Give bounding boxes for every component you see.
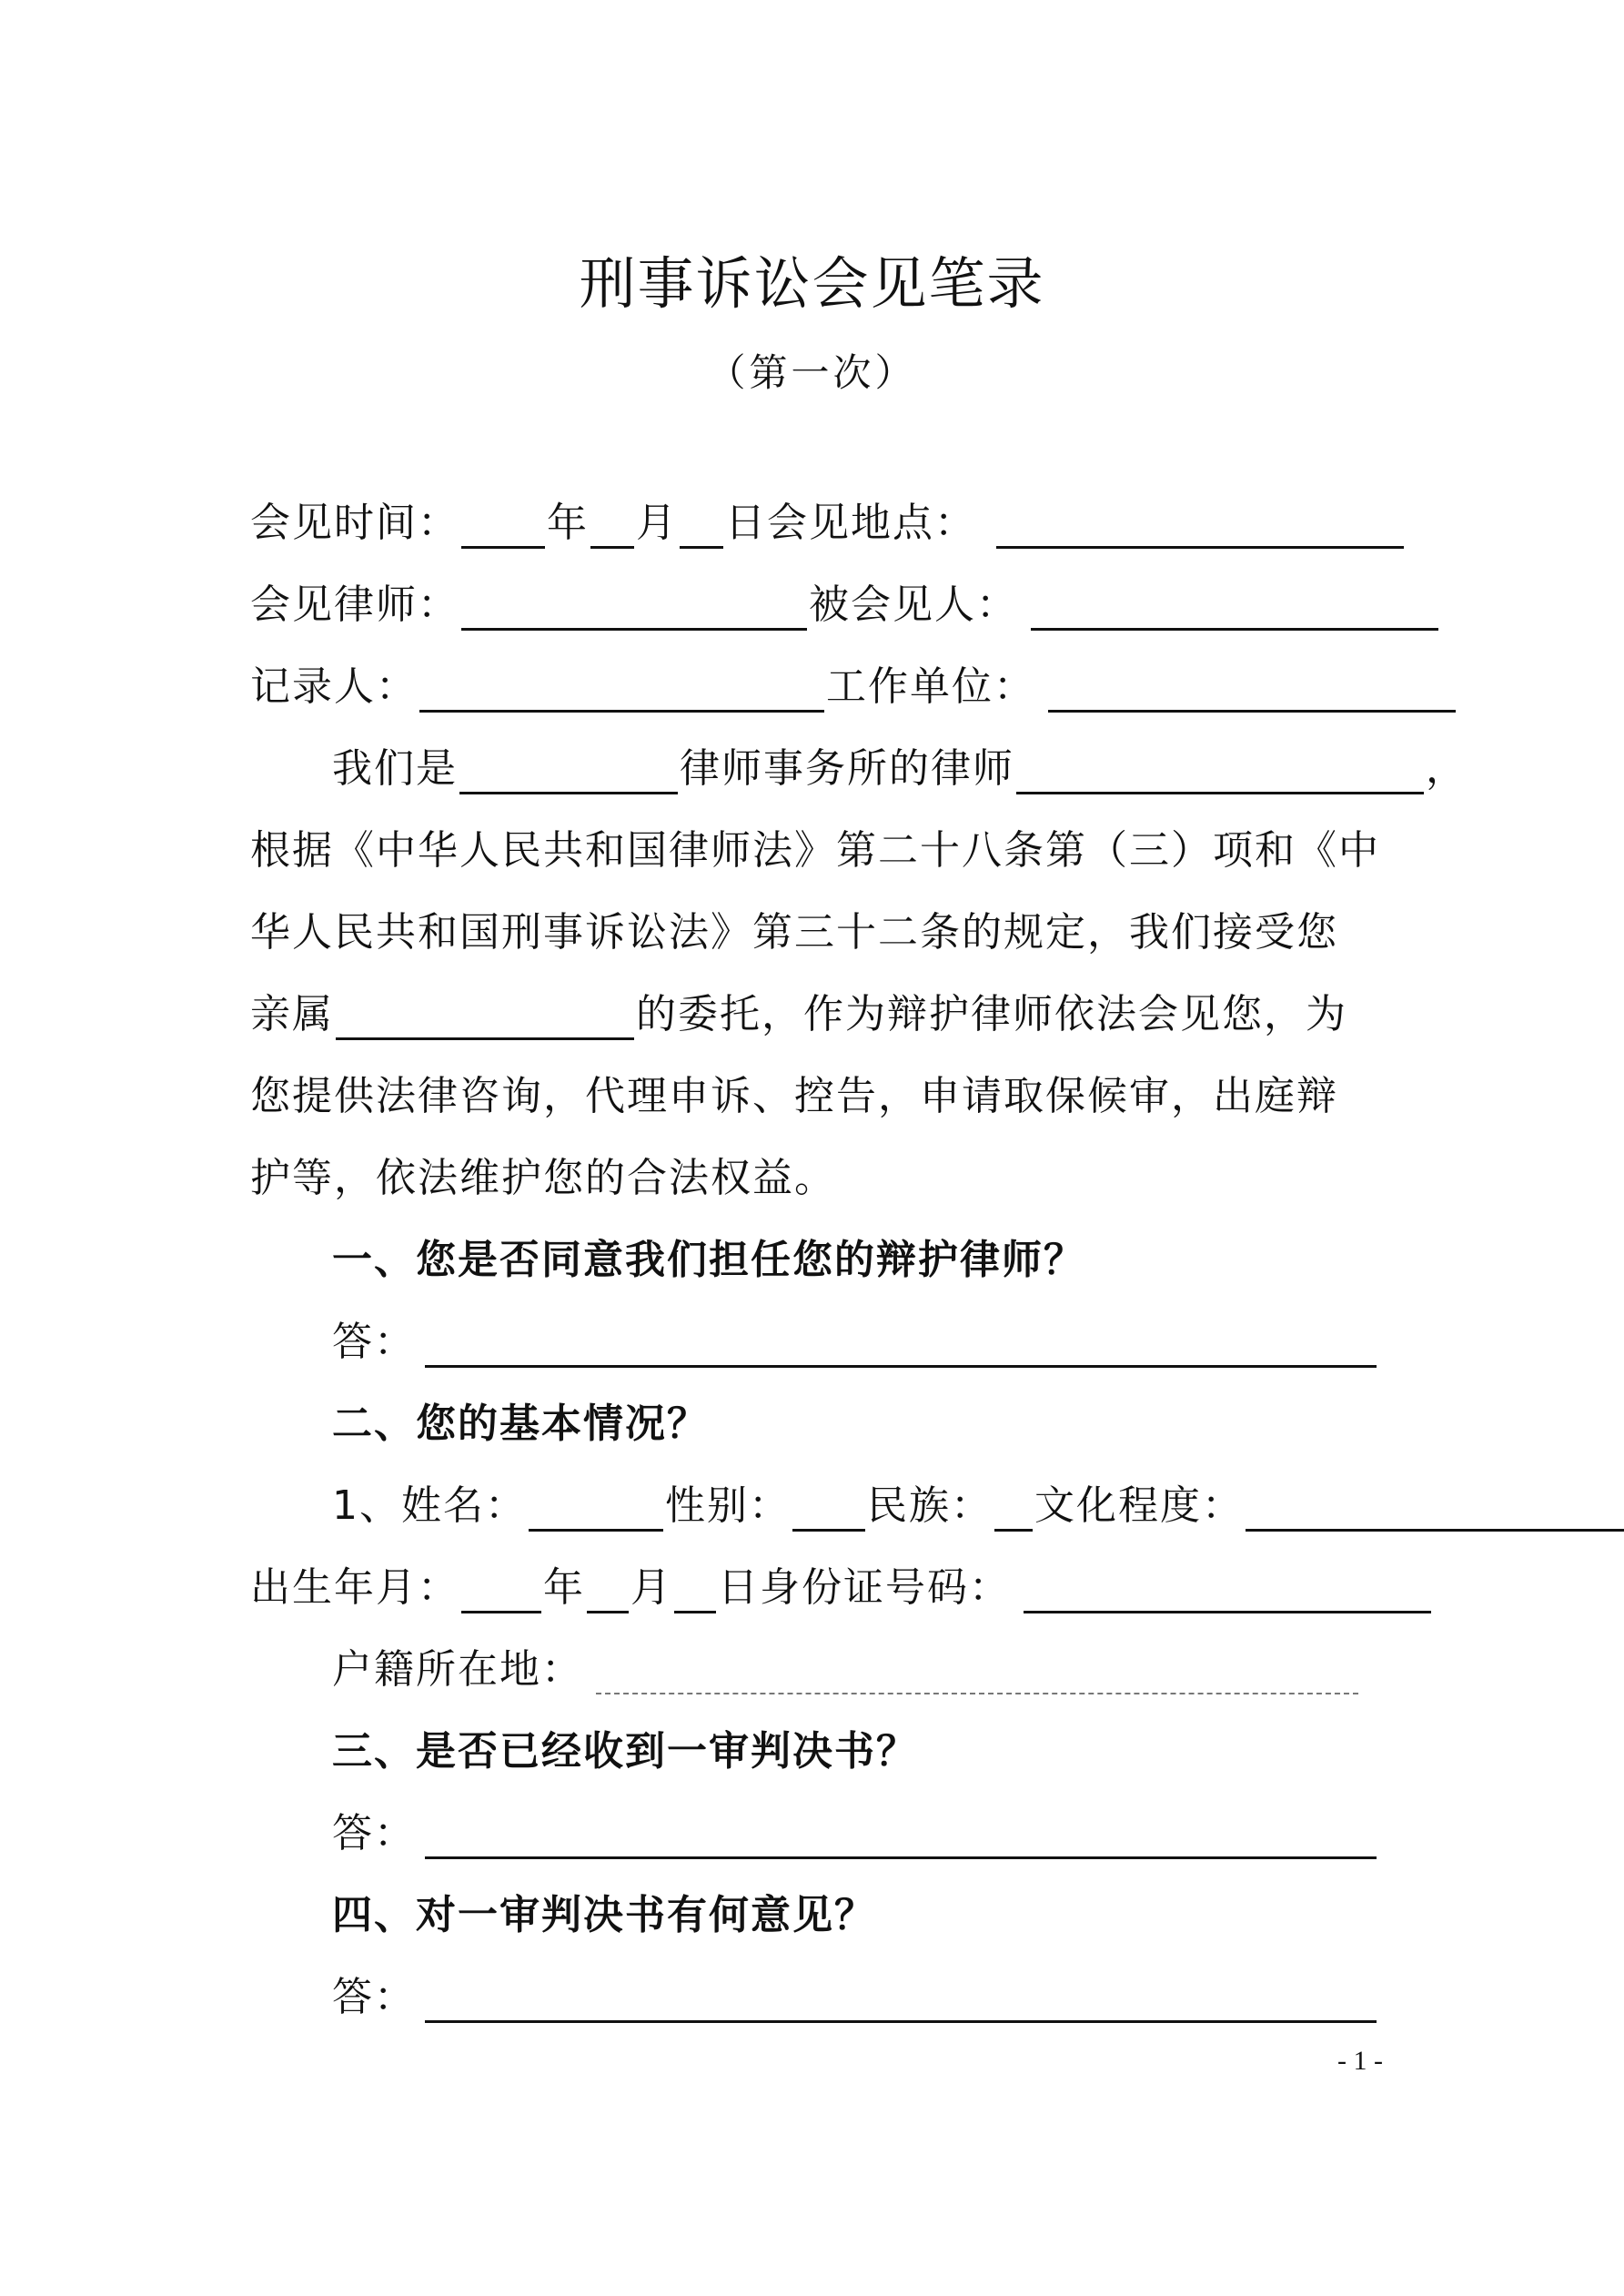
intro-line-1 — [332, 742, 1468, 796]
intro-text: 我们是 — [332, 745, 458, 792]
birth-month-field[interactable] — [587, 1571, 629, 1613]
answer-3-field[interactable] — [425, 1816, 1377, 1859]
work-unit-label: 工作单位： — [826, 663, 1035, 710]
law-firm-field[interactable] — [459, 752, 678, 794]
item-number: 1、 — [332, 1482, 401, 1529]
question-3: 三、是否已经收到一审判决书？ — [332, 1728, 918, 1775]
meeting-year-field[interactable] — [461, 506, 545, 549]
ethnicity-field[interactable] — [994, 1489, 1033, 1532]
answer-4-row — [332, 1970, 1378, 2025]
intro-line-4 — [250, 987, 1378, 1042]
birth-year-field[interactable] — [461, 1571, 541, 1613]
recorder-row — [250, 660, 1378, 714]
answer-3-row — [332, 1806, 1378, 1861]
domicile-label: 户籍所在地： — [332, 1646, 583, 1693]
answer-4-field[interactable] — [425, 1980, 1377, 2023]
document-subtitle: （第一次） — [707, 350, 917, 395]
answer-label: 答： — [332, 1319, 416, 1365]
interviewee-field[interactable] — [1031, 588, 1438, 631]
answer-1-field[interactable] — [425, 1325, 1377, 1368]
day-label: 日 — [718, 1564, 760, 1611]
ethnicity-label: 民族： — [867, 1482, 993, 1529]
meeting-place-field[interactable] — [996, 506, 1404, 549]
id-number-field[interactable] — [1024, 1571, 1431, 1613]
recorder-label: 记录人： — [250, 663, 418, 710]
year-label: 年 — [547, 500, 589, 546]
birth-day-field[interactable] — [674, 1571, 716, 1613]
lawyer-field[interactable] — [461, 588, 807, 631]
meeting-place-label: 会见地点： — [767, 500, 976, 546]
intro-text: ， — [1426, 745, 1468, 792]
year-label: 年 — [543, 1564, 585, 1611]
meeting-time-label: 会见时间： — [250, 500, 459, 546]
intro-text: 律师事务所的律师 — [680, 745, 1014, 792]
name-label: 姓名： — [401, 1482, 527, 1529]
document-title: 刑事诉讼会见笔录 — [579, 250, 1045, 317]
interviewee-label: 被会见人： — [809, 582, 1018, 628]
month-label: 月 — [630, 1564, 672, 1611]
id-number-label: 身份证号码： — [760, 1564, 1011, 1611]
domicile-field[interactable] — [596, 1653, 1358, 1694]
lawyer-label: 会见律师： — [250, 582, 459, 628]
intro-text: 亲属 — [250, 991, 334, 1037]
lawyer-row — [250, 578, 1378, 632]
relative-field[interactable] — [336, 997, 634, 1040]
education-field[interactable] — [1246, 1489, 1624, 1532]
answer-label: 答： — [332, 1810, 416, 1856]
question-2: 二、您的基本情况？ — [332, 1401, 709, 1447]
gender-label: 性别： — [665, 1482, 791, 1529]
intro-line-5: 您提供法律咨询，代理申诉、控告，申请取保候审，出庭辩 — [250, 1073, 1338, 1119]
education-label: 文化程度： — [1034, 1482, 1244, 1529]
meeting-time-row — [250, 496, 1378, 551]
basic-info-row-3 — [332, 1643, 1360, 1697]
name-field[interactable] — [529, 1489, 663, 1532]
intro-line-2: 根据《中华人民共和国律师法》第二十八条第（三）项和《中 — [250, 827, 1380, 874]
gender-field[interactable] — [792, 1489, 865, 1532]
intro-line-6: 护等，依法维护您的合法权益。 — [250, 1155, 836, 1201]
page-number: - 1 - — [1337, 2046, 1383, 2076]
meeting-month-field[interactable] — [590, 506, 634, 549]
month-label: 月 — [636, 500, 678, 546]
question-1: 一、您是否同意我们担任您的辩护律师？ — [332, 1237, 1085, 1283]
answer-label: 答： — [332, 1974, 416, 2020]
intro-line-3: 华人民共和国刑事诉讼法》第三十二条的规定，我们接受您 — [250, 909, 1338, 956]
birth-label: 出生年月： — [250, 1564, 459, 1611]
lawyer-name-field[interactable] — [1016, 752, 1424, 794]
day-label: 日 — [725, 500, 767, 546]
recorder-field[interactable] — [419, 670, 824, 713]
intro-text: 的委托，作为辩护律师依法会见您，为 — [636, 991, 1347, 1037]
work-unit-field[interactable] — [1048, 670, 1456, 713]
basic-info-row-1 — [332, 1479, 1378, 1533]
basic-info-row-2 — [250, 1561, 1378, 1615]
meeting-day-field[interactable] — [680, 506, 723, 549]
question-4: 四、对一审判决书有何意见？ — [332, 1892, 876, 1938]
answer-1-row — [332, 1315, 1378, 1370]
